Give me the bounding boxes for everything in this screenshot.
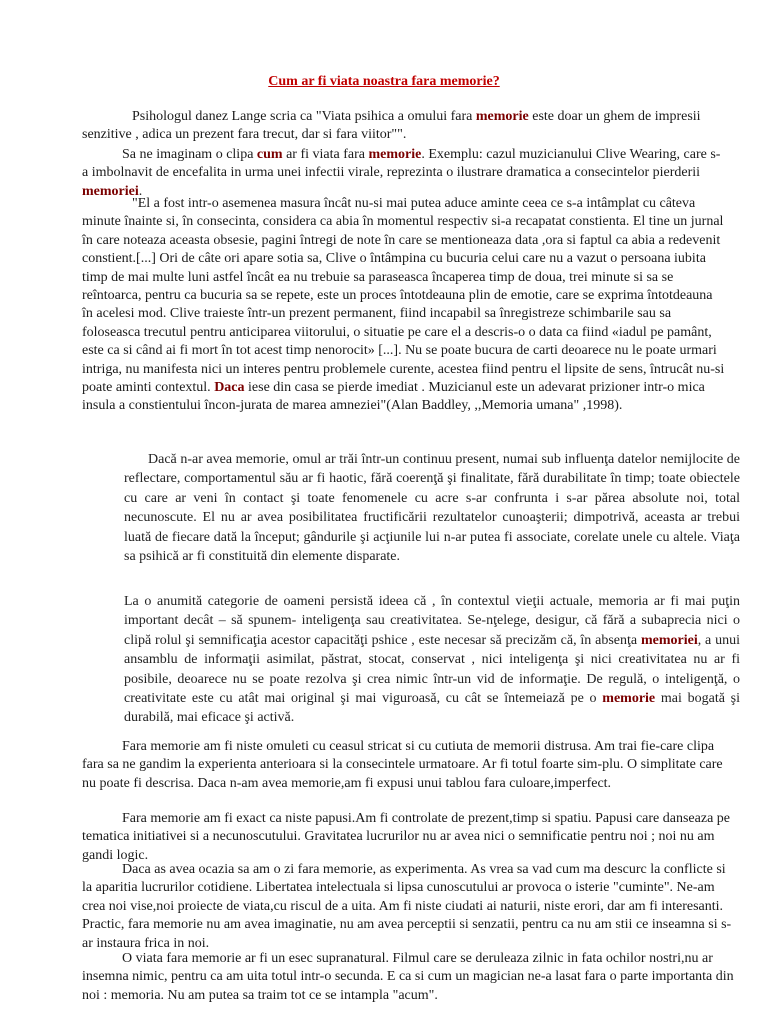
text-run: Sa ne imaginam o clipa <box>122 147 257 162</box>
text-run: "El a fost intr-o asemenea masura încât nu-si mai putea aduce aminte ceea ce s-a intâmplat cu câteva minute înainte si, în consecinta, considera ca abia în momentul respectiv si-a recapatat constienta. El tine un jurnal în care noteaza aceasta obsesie, pagini întregi de note în care se mentioneaza data ,ora si faptul ca abia a redevenit constient.[...] Ori de câte ori apare sotia sa, Clive o întâmpina cu bucuria celui care nu a vazut o persoana iubita timp de mai multe luni astfel încât ea nu trebuie sa paraseasca încaperea timp de doua, trei minute si sa se reîntoarca, pentru ca bucuria sa se repete, este un proces întotdeauna plin de emotie, care se exprima întotdeauna în acelesi mod. Clive traieste într-un prezent permanent, fiind incapabil sa înregistreze schimbarile sau sa foloseasca trecutul pentru anticiparea viitorului, o situatie pe care el a descris-o o data ca fiind «iadul pe pamânt, este ca si când ai fi mort în tot acest timp nenorocit» [...]. Nu se poate bucura de carti deoarece nu le poate urmari intriga, nu manifesta nici un interes pentru problemele curente, acestea fiind pentru el lipsite de sens, întrucât nu-si poate aminti contextul. <box>82 196 725 396</box>
paragraph-memory-vs-intelligence <box>124 592 740 728</box>
highlight-term: memorie <box>368 147 422 162</box>
text-run: . <box>138 183 143 199</box>
highlight-term: memorie <box>475 109 529 124</box>
text-run: , a unui ansamblu de informaţii asimilat, păstrat, stocat, conservat , nici inteligenţa şi nici creativitatea nu ar fi posibile, deoarece nu se poate rezolva şi crea nimic într-un vid de informaţie. De regulă, o inteligenţă, o creativitate este cu atât mai original şi mai viguroasă, cu cât se întemeiază pe o <box>124 632 740 707</box>
text-run: Psihologul danez Lange scria ca "Viata psihica a omului fara <box>132 109 476 124</box>
text-run: . Exemplu: cazul muzicianului Clive Wearing, care s-a imbolnavit de encefalita in urma unei infectii virale, reprezinta o ilustrare dramatica a consecintelor pierderii <box>82 147 721 181</box>
highlight-term: cum <box>256 147 283 162</box>
paragraph-without-memory: Dacă n-ar avea memorie, omul ar trăi într-un continuu present, numai sub influenţa datelor nemijlocite de reflectare, comportamentul său ar fi haotic, fără coerenţă şi finalitate, fără durabilitate în timp; toate obiectele cu care ar veni în contact şi toate fenomenele cu acre s-ar confrunta i s-ar părea absolute noi, total necunoscute. El nu ar avea posibilitatea fructificării rezultatelor cunoaşterii; dimpotrivă, aceasta ar trebui luată de fiecare dată la început; gândurile şi acţiunile lui n-ar putea fi associate, corelate unele cu altele. Viaţa sa psihică ar fi constituită din elemente disparate. <box>124 452 740 565</box>
highlight-term: memorie <box>602 691 656 707</box>
paragraph-clive-intro <box>82 146 726 201</box>
document-title: Cum ar fi viata noastra fara memorie? <box>268 74 500 89</box>
text-run: La o anumită categorie de oameni persistă ideea că , în contextul vieţii actuale, memoria ar fi mai puţin important decât – să spunem- inteligenţa sau creativitatea. Se-nţelege, desigur, că fără a subaprecia nici o clipă rolul şi semnificaţia acestor capacităţi pshice , este necesar să precizăm că, în absenţa <box>124 594 740 648</box>
text-run: este doar un ghem de impresii senzitive , adica un prezent fara trecut, dar si fara viitor"". <box>82 109 701 143</box>
paragraph-baddeley-quote <box>82 195 726 416</box>
paragraph-puppets: Fara memorie am fi exact ca niste papusi.Am fi controlate de prezent,timp si spatiu. Papusi care danseaza pe tematica initiativei si a necunoscutului. Gravitatea lucrurilor nu ar avea nici o semnificatie pentru noi ; noi nu am gandi logic. <box>82 811 730 863</box>
text-run: mai bogată şi durabilă, mai eficace şi activă. <box>124 691 741 726</box>
text-run: iese din casa se pierde imediat . Muzicianul este un adevarat prizioner intr-o mica insula a constientului încon-jurata de marea amneziei"(Alan Baddley, ,,Memoria umana" ,1998). <box>82 380 705 414</box>
highlight-term: Daca <box>214 380 245 396</box>
text-run: ar fi viata fara <box>282 147 369 162</box>
paragraph-broken-clock: Fara memorie am fi niste omuleti cu ceasul stricat si cu cutiuta de memorii distrusa. Am trai fie-care clipa fara sa ne gandim la experienta anterioara si la consecintele urmatoare. Ar fi totul foarte sim-plu. O simplitate care nu poate fi descrisa. Daca n-am avea memorie,am fi expusi unui tablou fara culoare,imperfect. <box>82 739 723 791</box>
paragraph-experiment: Daca as avea ocazia sa am o zi fara memorie, as experimenta. As vrea sa vad cum ma descurc la conflicte si la aparitia lucrurilor cotidiene. Libertatea intelectuala si lipsa cunoscutului ar provoca o isterie "cuminte". Ne-am crea noi vise,noi proiecte de viata,cu riscul de a uita. Am fi niste ciudati ai naturii, niste erori, dar am fi interesanti. Practic, fara memorie nu am avea imaginatie, nu am avea perceptii si senzatii, pentru ca nu am stii ce inseamna si s-ar instaura frica in noi. <box>82 862 732 951</box>
paragraph-lange-quote <box>82 108 726 145</box>
highlight-term: memoriei <box>640 632 698 648</box>
paragraph-conclusion: O viata fara memorie ar fi un esec supranatural. Filmul care se deruleaza zilnic in fata ochilor nostri,nu ar insemna nimic, pentru ca am uita totul intr-o secunda. E ca si cum un magician ne-a lasat fara o parte importanta din noi : memoria. Nu am putea sa traim tot ce se intampla "acum". <box>82 951 734 1003</box>
highlight-term: memoriei <box>82 183 139 199</box>
